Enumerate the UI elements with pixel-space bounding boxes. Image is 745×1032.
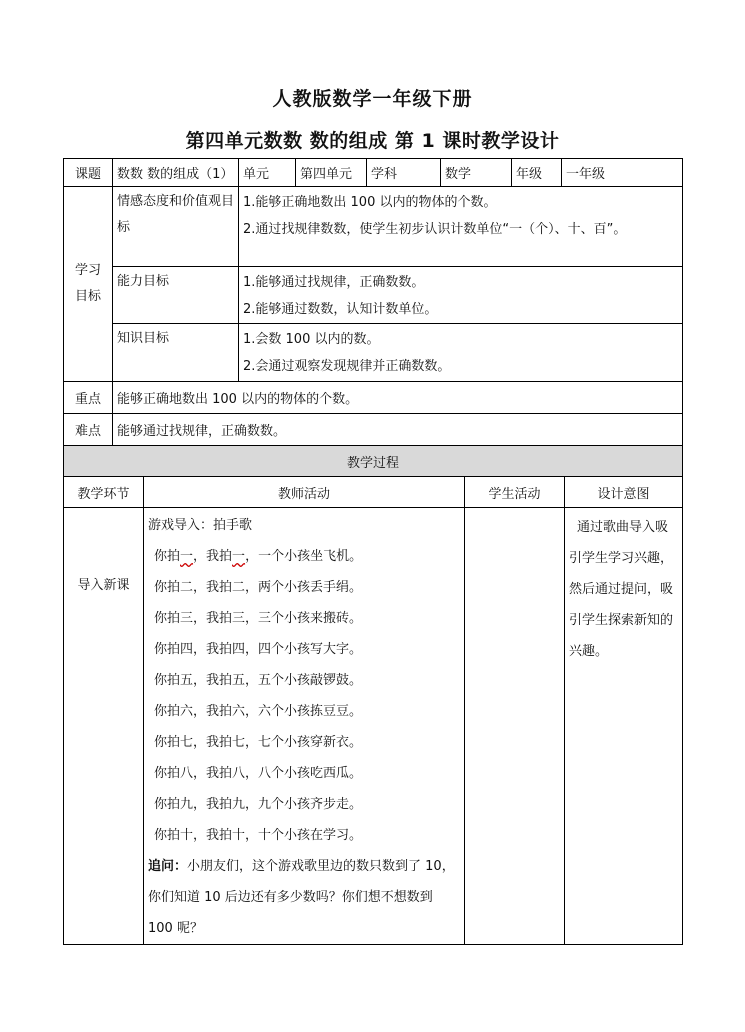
song-line: 你拍七，我拍七，七个小孩穿新衣。 (154, 735, 363, 750)
objective-content (239, 187, 683, 267)
objective-content (239, 324, 683, 382)
objectives-label (64, 187, 113, 382)
key-point-value: 能够正确地数出 100 以内的物体的个数。 (113, 382, 683, 414)
song-text: 一 (232, 549, 246, 564)
song-text: ，我拍 (193, 549, 233, 564)
difficulty-row (64, 414, 683, 446)
objective-line: 2.通过找规律数数，使学生初步认识计数单位“一（个）、十、百”。 (243, 222, 627, 237)
difficulty-label: 难点 (64, 414, 113, 446)
objectives-label-text: 学习目标 (74, 263, 101, 304)
course-value: 数数 数的组成（1） (113, 159, 239, 187)
subject-label: 学科 (367, 159, 441, 187)
document-title: 人教版数学一年级下册 (272, 88, 473, 110)
course-label: 课题 (64, 159, 113, 187)
objective-name: 知识目标 (113, 324, 239, 382)
column-student: 学生活动 (465, 477, 565, 508)
process-header: 教学过程 (64, 446, 683, 477)
followup-text: 小朋友们，这个游戏歌里边的数只数到了 10，你们知道 10 后边还有多少数吗？你们想不想数到 100 呢？ (148, 859, 455, 936)
difficulty-value: 能够通过找规律，正确数数。 (113, 414, 683, 446)
column-teacher: 教师活动 (144, 477, 465, 508)
column-intent: 设计意图 (565, 477, 683, 508)
objective-row (64, 187, 683, 267)
objective-line: 1.能够正确地数出 100 以内的物体的个数。 (243, 195, 497, 210)
process-columns-row (64, 477, 683, 508)
process-header-row (64, 446, 683, 477)
teaching-process-table (63, 445, 683, 945)
objective-name: 情感态度和价值观目标 (113, 187, 239, 267)
teacher-activity (144, 508, 465, 945)
grade-label: 年级 (512, 159, 562, 187)
song-line: 你拍六，我拍六，六个小孩拣豆豆。 (154, 704, 363, 719)
unit-value: 第四单元 (296, 159, 367, 187)
song-line: 你拍九，我拍九，九个小孩齐步走。 (154, 797, 363, 812)
process-row (64, 508, 683, 945)
song-line: 你拍四，我拍四，四个小孩写大字。 (154, 642, 363, 657)
song-line (148, 541, 460, 572)
design-intent: 通过歌曲导入吸引学生学习兴趣，然后通过提问，吸引学生探索新知的兴趣。 (565, 508, 683, 945)
song-line: 你拍三，我拍三，三个小孩来搬砖。 (154, 611, 363, 626)
song-line: 你拍二，我拍二，两个小孩丢手绢。 (154, 580, 363, 595)
stage-cell: 导入新课 (64, 508, 144, 945)
student-activity (465, 508, 565, 945)
objective-row (64, 324, 683, 382)
objective-name: 能力目标 (113, 267, 239, 324)
column-stage: 教学环节 (64, 477, 144, 508)
followup-question (148, 851, 460, 944)
unit-label: 单元 (239, 159, 296, 187)
activity-intro: 游戏导入：拍手歌 (148, 518, 253, 533)
song-text: 你拍 (154, 549, 181, 564)
objective-row (64, 267, 683, 324)
subject-value: 数学 (441, 159, 512, 187)
objective-line: 2.会通过观察发现规律并正确数数。 (243, 359, 451, 374)
document-subtitle: 第四单元数数 数的组成 第 1 课时教学设计 (185, 130, 560, 152)
objective-line: 1.能够通过找规律，正确数数。 (243, 275, 425, 290)
key-point-row (64, 382, 683, 414)
song-text: ，一个小孩坐飞机。 (245, 549, 363, 564)
grade-value: 一年级 (562, 159, 683, 187)
lesson-info-table (63, 158, 683, 446)
followup-label: 追问： (148, 859, 188, 874)
info-row (64, 159, 683, 187)
objective-content (239, 267, 683, 324)
key-point-label: 重点 (64, 382, 113, 414)
objective-line: 1.会数 100 以内的数。 (243, 332, 380, 347)
song-text: 一 (180, 549, 194, 564)
song-line: 你拍五，我拍五，五个小孩敲锣鼓。 (154, 673, 363, 688)
song-line: 你拍十，我拍十，十个小孩在学习。 (154, 828, 363, 843)
objective-line: 2.能够通过数数，认知计数单位。 (243, 302, 438, 317)
song-line: 你拍八，我拍八，八个小孩吃西瓜。 (154, 766, 363, 781)
